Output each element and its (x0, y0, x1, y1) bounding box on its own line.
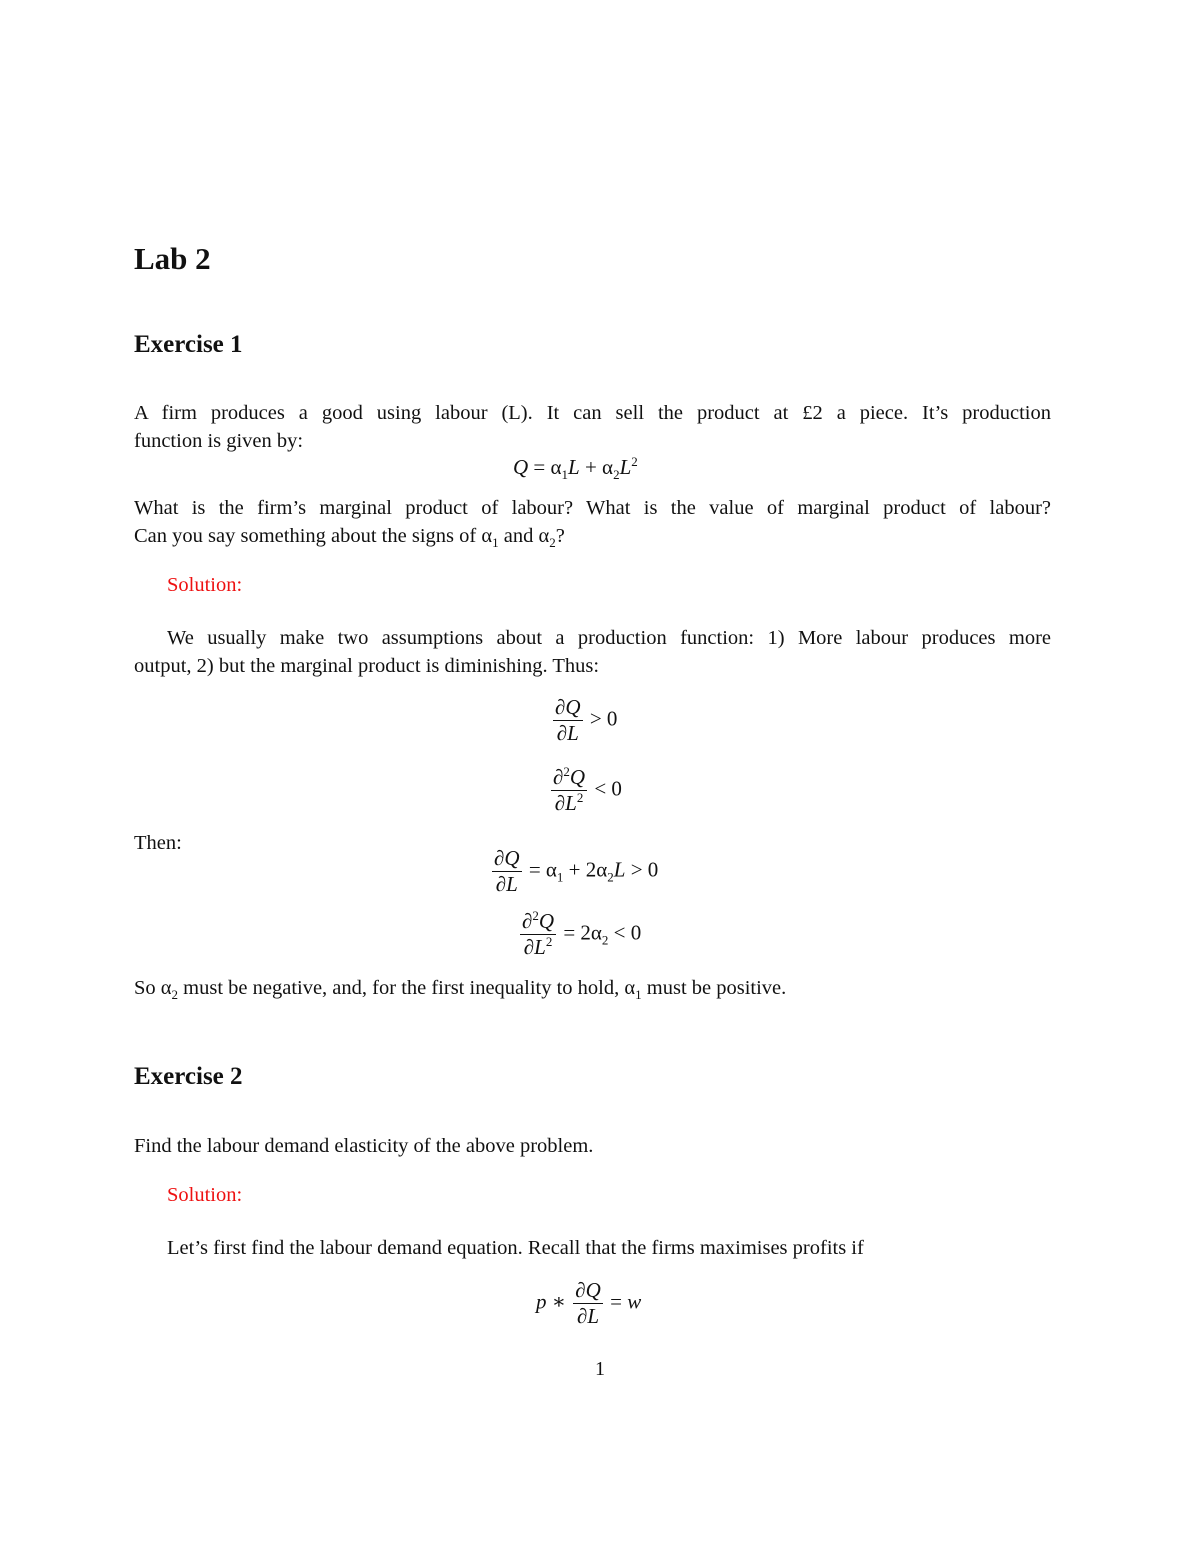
production-function-equation: $Q = \alpha_1L + \alpha_2L^2$ (513, 454, 638, 483)
page-title: Lab 2 (134, 241, 211, 276)
exercise-2-solution-label: Solution: (167, 1184, 243, 1206)
derived-second-derivative: $\frac{\partial^2Q}{\partial L^2}$ = $2\alpha_2 < 0$ (522, 908, 642, 960)
exercise-2-solution-line-1: Let’s first find the labour demand equation. Recall that the firms maximises profits if (167, 1237, 864, 1259)
exercise-1-solution-line-1: We usually make two assumptions about a production function: 1) More labour produces more (167, 627, 1051, 649)
exercise-1-question-line-2: Can you say something about the signs of $\alpha_1$ and $\alpha_2$? (134, 525, 565, 551)
exercise-1-solution-label: Solution: (167, 574, 243, 596)
assumption-second-derivative: $\frac{\partial^2Q}{\partial L^2}$ < 0 (553, 764, 622, 816)
profit-max-condition: p ∗ $\frac{\partial Q}{\partial L}$ = w (536, 1278, 642, 1329)
exercise-1-conclusion: So $\alpha_2$ must be negative, and, for the first inequality to hold, $\alpha_1$ must be positive. (134, 977, 787, 1003)
exercise-1-heading: Exercise 1 (134, 331, 243, 358)
exercise-1-intro-line-2: function is given by: (134, 430, 304, 452)
exercise-2-intro: Find the labour demand elasticity of the above problem. (134, 1135, 594, 1157)
exercise-2-heading: Exercise 2 (134, 1063, 243, 1090)
derived-first-derivative: $\frac{\partial Q}{\partial L}$ = $\alpha_1 + 2\alpha_2L > 0$ (494, 846, 659, 897)
exercise-1-solution-line-2: output, 2) but the marginal product is diminishing. Thus: (134, 655, 600, 677)
assumption-first-derivative: $\frac{\partial Q}{\partial L}$ > 0 (555, 695, 618, 746)
exercise-1-question-line-1: What is the firm’s marginal product of labour? What is the value of marginal product of labour? (134, 497, 1051, 519)
then-label: Then: (134, 832, 182, 854)
page-number: 1 (595, 1358, 605, 1380)
exercise-1-intro-line-1: A firm produces a good using labour (L). It can sell the product at £2 a piece. It’s production (134, 402, 1051, 424)
